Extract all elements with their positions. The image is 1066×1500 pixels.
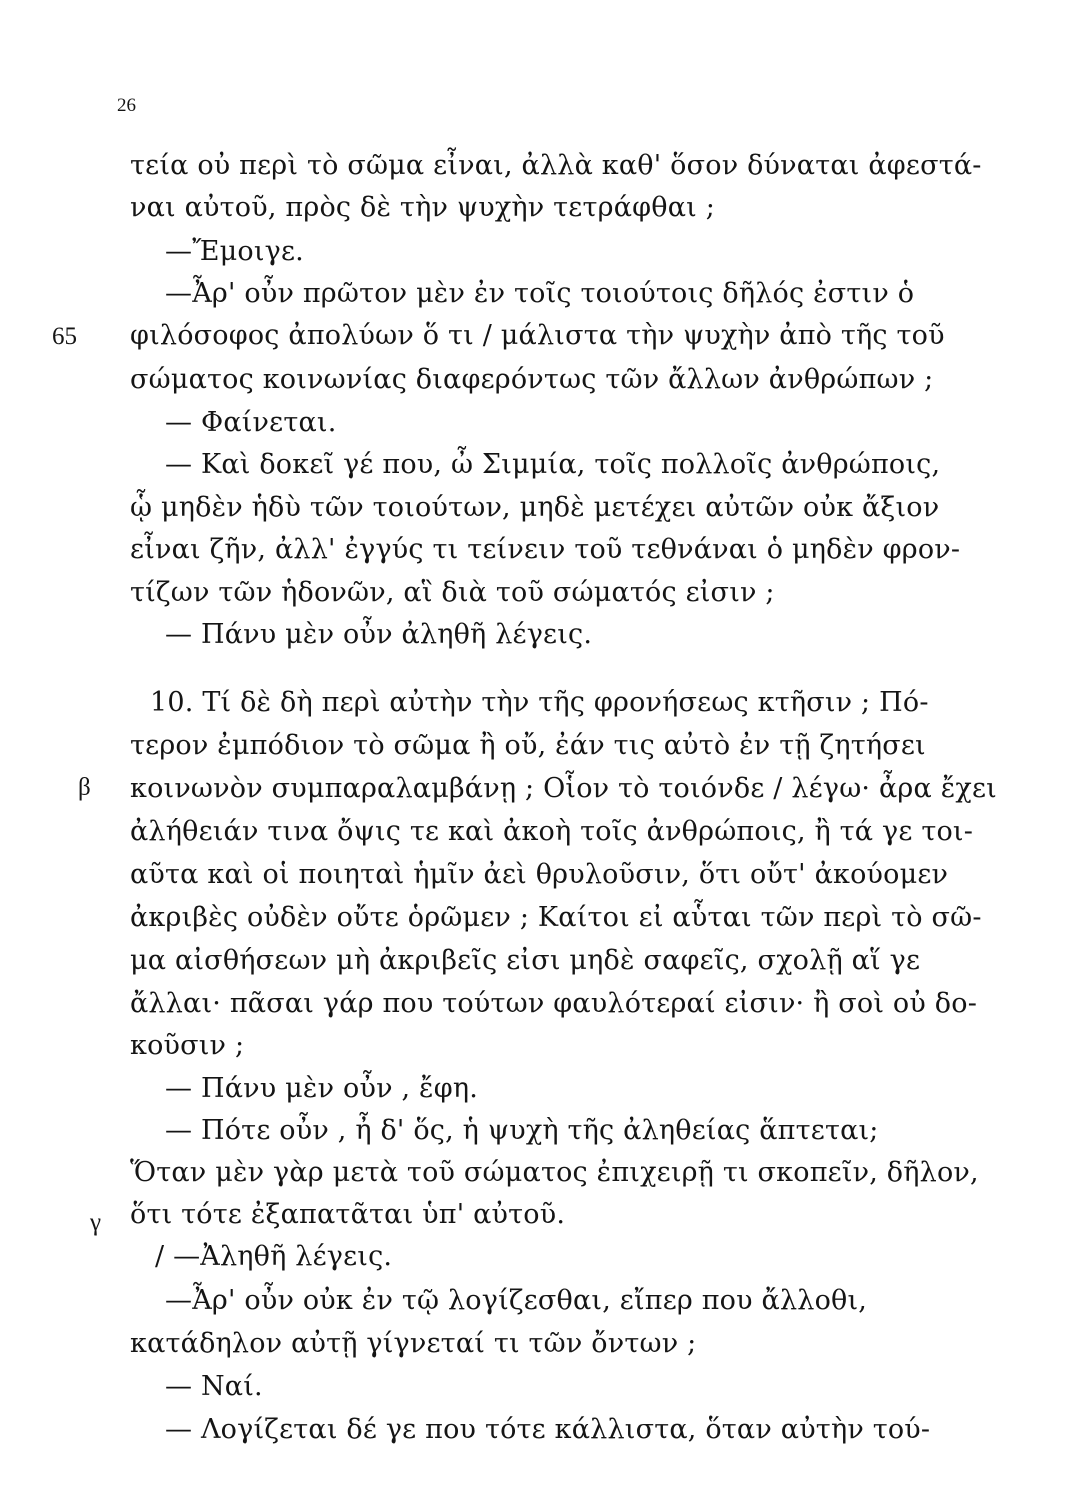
text-line: σώματος κοινωνίας διαφερόντως τῶν ἄλλων ἀνθρώπων ; [130, 364, 934, 395]
text-line: ᾧ μηδὲν ἡδὺ τῶν τοιούτων, μηδὲ μετέχει αὐτῶν οὐκ ἄξιον [130, 492, 940, 523]
text-line: αῦτα καὶ οἱ ποιηταὶ ἡμῖν ἀεὶ θρυλοῦσιν, ὅτι οὔτ' ἀκούομεν [130, 859, 949, 890]
text-line: κοῦσιν ; [130, 1030, 245, 1061]
text-line: φιλόσοφος ἀπολύων ὅ τι / μάλιστα τὴν ψυχὴν ἀπὸ τῆς τοῦ [130, 320, 945, 351]
margin-line-number-65: 65 [52, 323, 77, 350]
text-line: τεία οὐ περὶ τὸ σῶμα εἶναι, ἀλλὰ καθ' ὅσον δύναται ἀφεστά- [130, 150, 982, 181]
text-line: ναι αὐτοῦ, πρὸς δὲ τὴν ψυχὴν τετράφθαι ; [130, 192, 715, 223]
text-line: — Ναί. [165, 1371, 263, 1402]
text-line: Ὅταν μὲν γὰρ μετὰ τοῦ σώματος ἐπιχειρῇ τι σκοπεῖν, δῆλον, [130, 1157, 979, 1188]
text-line: — Πάνυ μὲν οὖν ἀληθῆ λέγεις. [165, 619, 593, 650]
text-line: —Ἔμοιγε. [165, 236, 304, 267]
text-line: —Ἆρ' οὖν οὐκ ἐν τῷ λογίζεσθαι, εἴπερ που ἄλλοθι, [165, 1285, 868, 1316]
text-line: — Καὶ δοκεῖ γέ που, ὦ Σιμμία, τοῖς πολλοῖς ἀνθρώποις, [165, 449, 941, 480]
text-line: ἄλλαι· πᾶσαι γάρ που τούτων φαυλότεραί εἰσιν· ἢ σοὶ οὐ δο- [130, 988, 978, 1019]
margin-section-beta: β [78, 774, 91, 801]
text-line: ἀκριβὲς οὐδὲν οὔτε ὁρῶμεν ; Καίτοι εἰ αὗται τῶν περὶ τὸ σῶ- [130, 902, 982, 933]
section-10-start: 10. Τί δὲ δὴ περὶ αὐτὴν τὴν τῆς φρονήσεως κτῆσιν ; Πό- [150, 687, 929, 718]
margin-section-gamma: γ [90, 1209, 102, 1236]
text-line: — Πότε οὖν , ἦ δ' ὅς, ἡ ψυχὴ τῆς ἀληθείας ἅπτεται; [165, 1115, 879, 1146]
text-line: τερον ἐμπόδιον τὸ σῶμα ἢ οὔ, ἐάν τις αὐτὸ ἐν τῇ ζητήσει [130, 730, 926, 761]
page-number: 26 [117, 95, 136, 116]
text-line: κοινωνὸν συμπαραλαμβάνῃ ; Οἷον τὸ τοιόνδε / λέγω· ἆρα ἔχει [130, 773, 997, 804]
text-line: ὅτι τότε ἐξαπατᾶται ὑπ' αὐτοῦ. [130, 1199, 566, 1230]
text-line: / —Ἀληθῆ λέγεις. [155, 1241, 393, 1272]
text-line: κατάδηλον αὐτῇ γίγνεταί τι τῶν ὄντων ; [130, 1328, 697, 1359]
text-line: μα αἰσθήσεων μὴ ἀκριβεῖς εἰσι μηδὲ σαφεῖς, σχολῇ αἵ γε [130, 945, 921, 976]
text-line: — Πάνυ μὲν οὖν , ἔφη. [165, 1073, 478, 1104]
text-line: εἶναι ζῆν, ἀλλ' ἐγγύς τι τείνειν τοῦ τεθνάναι ὁ μηδὲν φρον- [130, 534, 961, 565]
text-line: —Ἆρ' οὖν πρῶτον μὲν ἐν τοῖς τοιούτοις δῆλός ἐστιν ὁ [165, 278, 915, 309]
text-line: τίζων τῶν ἡδονῶν, αἳ διὰ τοῦ σώματός εἰσιν ; [130, 577, 775, 608]
text-line: ἀλήθειάν τινα ὄψις τε καὶ ἀκοὴ τοῖς ἀνθρώποις, ἢ τά γε τοι- [130, 816, 974, 847]
text-line: — Λογίζεται δέ γε που τότε κάλλιστα, ὅταν αὐτὴν τού- [165, 1414, 931, 1445]
text-line: — Φαίνεται. [165, 407, 337, 438]
